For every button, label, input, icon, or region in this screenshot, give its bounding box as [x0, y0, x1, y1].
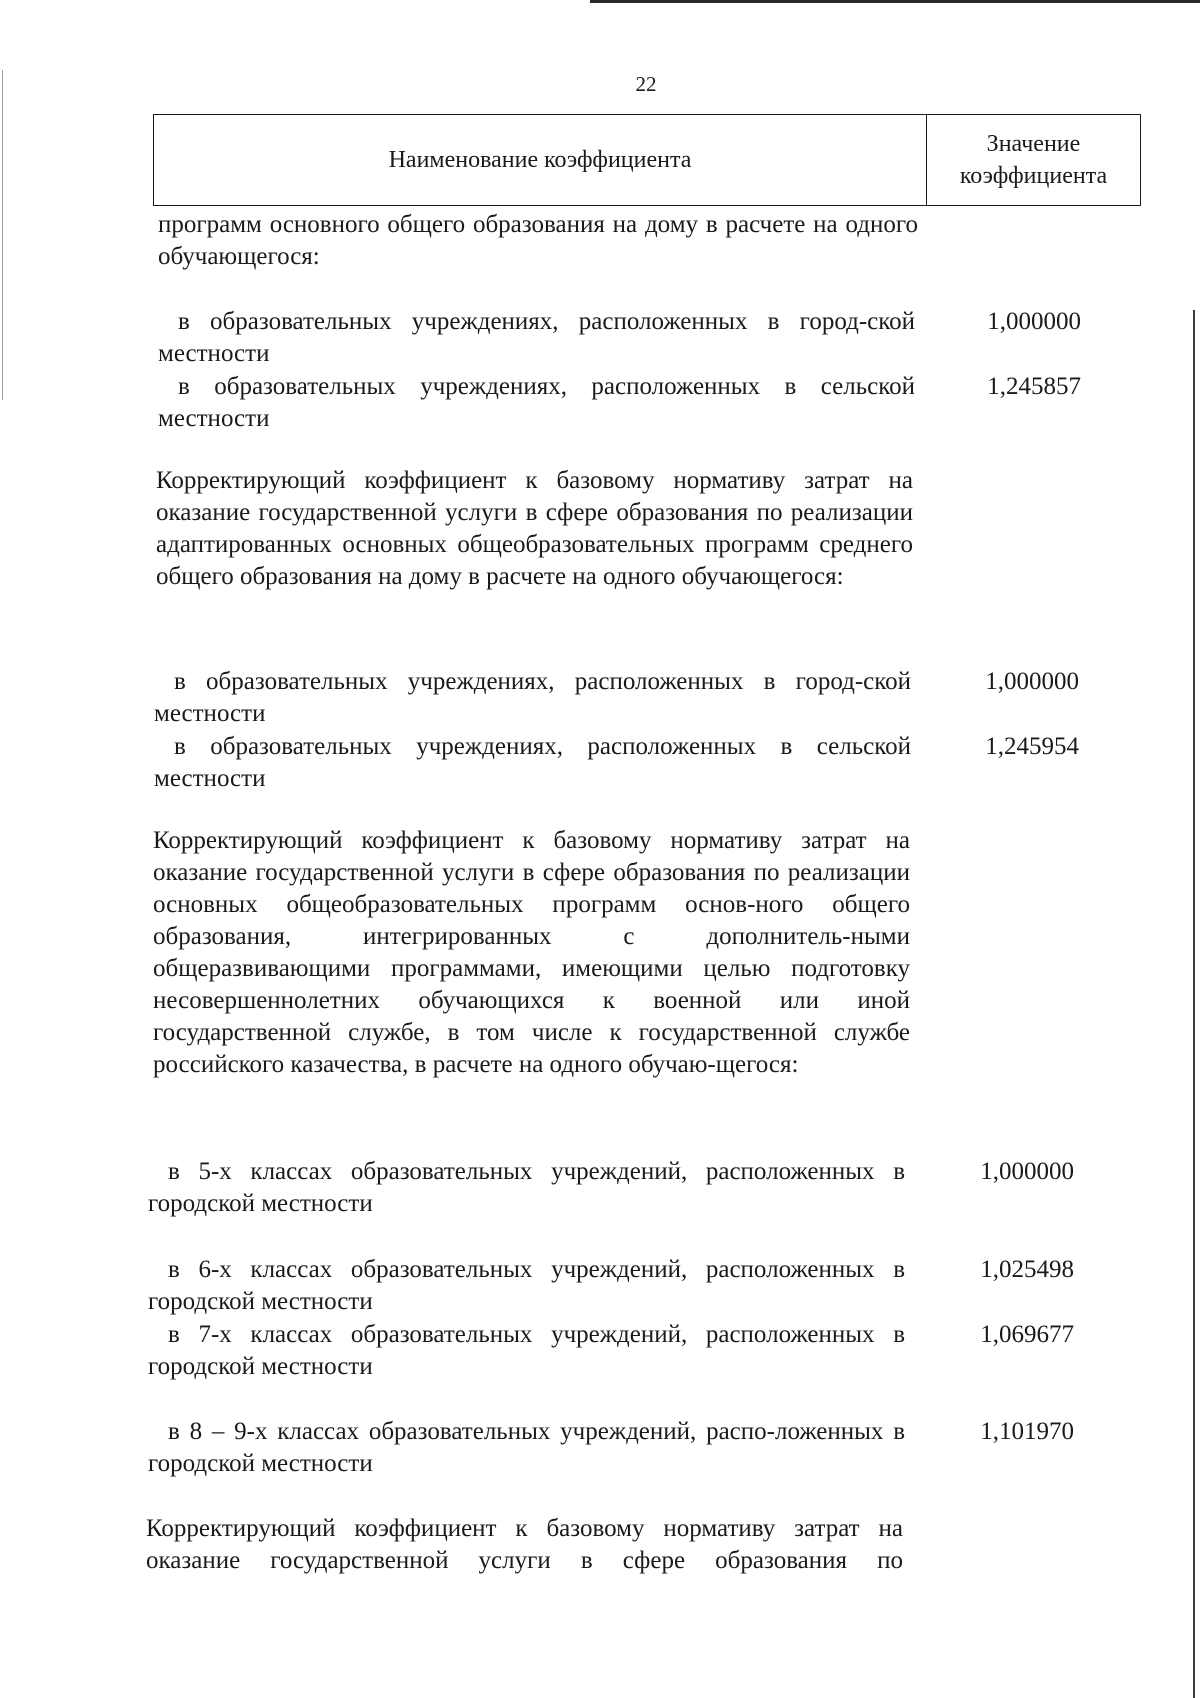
coef-label: в 8 – 9-х классах образовательных учреждений, распо-ложенных в городской местности	[148, 1418, 905, 1477]
coef-value: 1,000000	[980, 1158, 1074, 1185]
section-heading: Корректирующий коэффициент к базовому нормативу затрат на оказание государственной услуги в сфере образования по	[146, 1515, 903, 1574]
table-header	[153, 114, 1141, 206]
section-heading: Корректирующий коэффициент к базовому нормативу затрат на оказание государственной услуги в сфере образования по реализации основных общеобразовательных программ основ-ного общего образования, интегрированных с дополнитель-ными общеразвивающими программами, имеющими целью подготовку несовершеннолетних обучающихся к военной или иной государственной службе, в том числе к государственной службе российского казачества, в расчете на одного обучаю-щегося:	[153, 827, 910, 1078]
coef-label: в 6-х классах образовательных учреждений, расположенных в городской местности	[148, 1256, 905, 1315]
header-value-line1: Значение	[986, 131, 1081, 157]
coef-value: 1,101970	[980, 1418, 1074, 1445]
coef-value: 1,069677	[980, 1321, 1074, 1348]
coef-value: 1,025498	[980, 1256, 1074, 1283]
coef-label: в 5-х классах образовательных учреждений, расположенных в городской местности	[148, 1158, 905, 1217]
scan-edge-left	[2, 70, 3, 400]
coef-label: в образовательных учреждениях, расположенных в сельской местности	[158, 373, 915, 432]
intro-text: программ основного общего образования на дому в расчете на одного обучающегося:	[158, 211, 918, 270]
scan-edge-top	[590, 0, 1200, 3]
coef-value: 1,000000	[987, 308, 1081, 335]
coef-label: в 7-х классах образовательных учреждений, расположенных в городской местности	[148, 1321, 905, 1380]
coef-label: в образовательных учреждениях, расположенных в город-ской местности	[158, 308, 915, 367]
coef-value: 1,245954	[985, 733, 1079, 760]
coef-value: 1,000000	[985, 668, 1079, 695]
header-value-column	[927, 115, 1140, 205]
page-number: 22	[635, 72, 657, 96]
header-name-column: Наименование коэффициента	[154, 115, 927, 205]
coef-label: в образовательных учреждениях, расположенных в сельской местности	[154, 733, 911, 792]
coef-value: 1,245857	[987, 373, 1081, 400]
header-value-line2: коэффициента	[959, 163, 1108, 189]
scan-edge-right	[1193, 310, 1195, 1698]
coef-label: в образовательных учреждениях, расположенных в город-ской местности	[154, 668, 911, 727]
section-heading: Корректирующий коэффициент к базовому нормативу затрат на оказание государственной услуги в сфере образования по реализации адаптированных основных общеобразовательных программ среднего общего образования на дому в расчете на одного обучающегося:	[156, 467, 913, 590]
